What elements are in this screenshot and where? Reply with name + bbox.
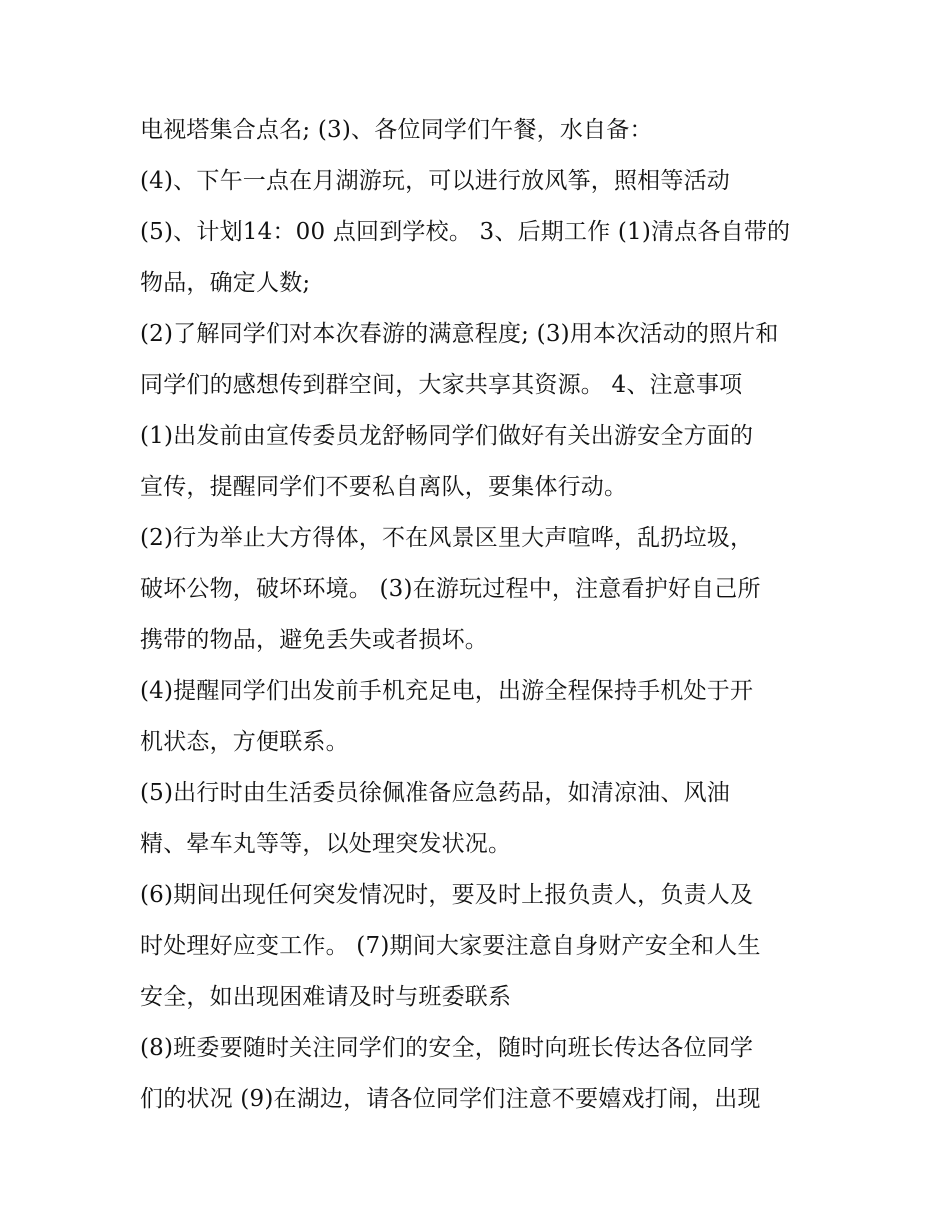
text-line: 安全，如出现困难请及时与班委联系: [140, 984, 512, 1010]
text-line: 同学们的感想传到群空间，大家共享其资源。 4、注意事项: [140, 372, 743, 398]
text-line: (5)、计划14：00 点回到学校。 3、后期工作 (1)清点各自带的: [140, 219, 791, 245]
text-line: 机状态，方便联系。: [140, 729, 349, 755]
text-line: 宣传，提醒同学们不要私自离队，要集体行动。: [140, 474, 628, 500]
body-text: [140, 105, 830, 1125]
text-line: 电视塔集合点名; (3)、各位同学们午餐，水自备：: [140, 117, 653, 143]
text-line: 们的状况 (9)在湖边，请各位同学们注意不要嬉戏打闹，出现: [140, 1086, 761, 1112]
text-line: 物品，确定人数;: [140, 270, 311, 296]
text-line: (4)、下午一点在月湖游玩，可以进行放风筝，照相等活动: [140, 168, 730, 194]
text-line: (6)期间出现任何突发情况时，要及时上报负责人，负责人及: [140, 882, 754, 908]
text-line: 精、晕车丸等等，以处理突发状况。: [140, 831, 512, 857]
text-line: (1)出发前由宣传委员龙舒畅同学们做好有关出游安全方面的: [140, 423, 754, 449]
text-line: 破坏公物，破坏环境。 (3)在游玩过程中，注意看护好自己所: [140, 576, 761, 602]
text-line: 携带的物品，避免丢失或者损坏。: [140, 627, 488, 653]
text-line: 时处理好应变工作。 (7)期间大家要注意自身财产安全和人生: [140, 933, 761, 959]
text-line: (5)出行时由生活委员徐佩准备应急药品，如清凉油、风油: [140, 780, 730, 806]
text-line: (2)了解同学们对本次春游的满意程度; (3)用本次活动的照片和: [140, 321, 779, 347]
text-line: (4)提醒同学们出发前手机充足电，出游全程保持手机处于开: [140, 678, 754, 704]
text-line: (2)行为举止大方得体，不在风景区里大声喧哗，乱扔垃圾，: [140, 525, 754, 551]
text-line: (8)班委要随时关注同学们的安全，随时向班长传达各位同学: [140, 1035, 754, 1061]
